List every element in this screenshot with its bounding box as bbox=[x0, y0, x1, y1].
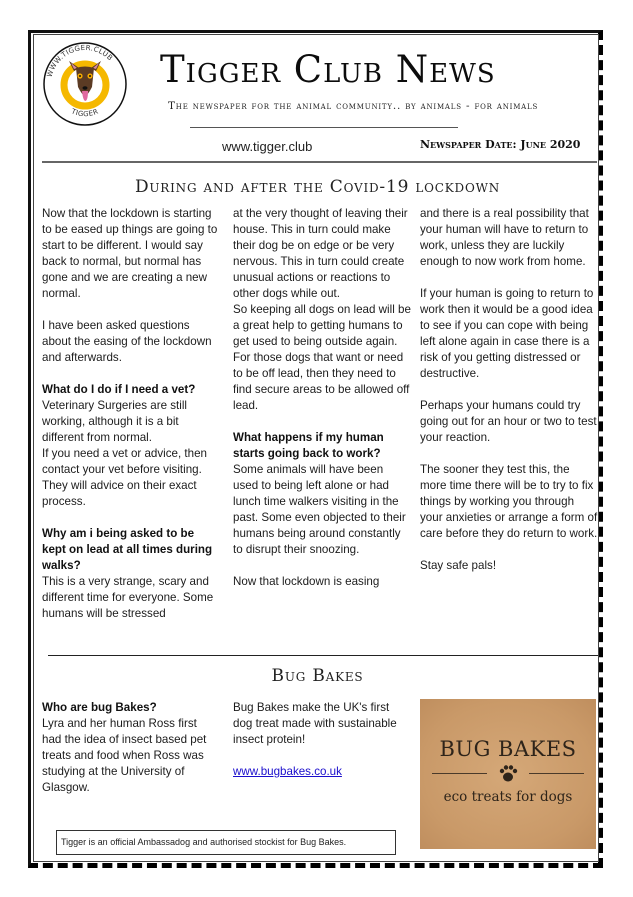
article-heading: During and after the Covid-19 lockdown bbox=[134, 177, 501, 197]
bug-bakes-ad-image bbox=[420, 699, 596, 849]
paragraph: I have been asked questions about the easing of the lockdown and afterwards. bbox=[42, 319, 212, 364]
section-divider bbox=[48, 655, 598, 656]
paragraph: Now that lockdown is easing bbox=[233, 575, 380, 588]
newspaper-date bbox=[420, 138, 580, 151]
question-heading bbox=[233, 430, 411, 462]
date-value: June 2020 bbox=[520, 138, 581, 151]
question-heading bbox=[42, 700, 217, 716]
ad-divider-left bbox=[432, 773, 487, 774]
paragraph: Perhaps your humans could try going out for an hour or two to test your reaction. bbox=[420, 399, 597, 444]
tigger-club-logo bbox=[42, 41, 128, 127]
paragraph: If you need a vet or advice, then contact your vet before visiting. They will advice on their exact process. bbox=[42, 447, 207, 508]
paragraph: Now that the lockdown is starting to be eased up things are going to start to be different. I would say back to normal, but normal has gone and we are creating a new normal. bbox=[42, 207, 218, 300]
newspaper-title: Tigger Club News bbox=[160, 48, 496, 91]
question-text: What happens if my human starts going back to work? bbox=[233, 431, 384, 460]
bug-bakes-column-2 bbox=[233, 700, 408, 780]
article-column-3 bbox=[420, 206, 598, 574]
paragraph: If your human is going to return to work then it would be a good idea to see if you can cope with being left alone again in case there is a risk of you getting distressed or destructive. bbox=[420, 287, 594, 380]
ad-title: BUG BAKES bbox=[439, 737, 577, 761]
ad-divider-right bbox=[529, 773, 584, 774]
article-column-2 bbox=[233, 206, 411, 590]
paragraph: Some animals will have been used to being left alone or had lunch time walkers visiting in the past. Some even objected to their humans being around constantly to disrupt their snoozing. bbox=[233, 463, 406, 556]
date-label: Newspaper Date: bbox=[420, 138, 517, 151]
paragraph: Lyra and her human Ross first had the idea of insect based pet treats and food when Ross was studying at the University of Glasgow. bbox=[42, 717, 207, 794]
paragraph: and there is a real possibility that your human will have to return to work, unless they are luckily enough to now work from home. bbox=[420, 207, 589, 268]
logo-ring-text-bottom: TIGGER bbox=[70, 107, 100, 119]
logo-ring-text-top: WWW.TIGGER.CLUB bbox=[45, 43, 115, 79]
tagline: The newspaper for the animal community.. by animals - for animals bbox=[168, 100, 539, 112]
ad-subtitle: eco treats for dogs bbox=[443, 789, 573, 805]
site-url[interactable]: www.tigger.club bbox=[222, 139, 313, 154]
question-heading bbox=[42, 382, 220, 398]
paragraph: So keeping all dogs on lead will be a great help to getting humans to get used to being outside again. For those dogs that want or need to be off lead, then they need to find secure areas to be allowed off lead. bbox=[233, 303, 411, 412]
paragraph: at the very thought of leaving their house. This in turn could make their dog be on edge or be very nervous. This in turn could create unusual actions or reactions to other dogs while out. bbox=[233, 207, 408, 300]
paragraph: Bug Bakes make the UK's first dog treat made with sustainable insect protein! bbox=[233, 701, 397, 746]
question-text: What do I do if I need a vet? bbox=[42, 383, 196, 396]
ambassador-notice: Tigger is an official Ambassadog and authorised stockist for Bug Bakes. bbox=[56, 830, 396, 855]
question-text: Who are bug Bakes? bbox=[42, 701, 157, 714]
sign-off: Stay safe pals! bbox=[420, 559, 497, 572]
paw-print-icon bbox=[497, 762, 519, 784]
bug-bakes-column-1 bbox=[42, 700, 217, 796]
paragraph: This is a very strange, scary and different time for everyone. Some humans will be stressed bbox=[42, 575, 214, 620]
question-heading bbox=[42, 526, 220, 574]
paragraph: Veterinary Surgeries are still working, although it is a bit different from normal. bbox=[42, 399, 187, 444]
title-divider bbox=[190, 127, 458, 128]
paragraph: The sooner they test this, the more time there will be to try to fix things by working you through your anxieties or arrange a form of care before they do return to work. bbox=[420, 463, 598, 540]
header-divider bbox=[42, 161, 597, 163]
logo-badge bbox=[42, 41, 128, 127]
article-column-1 bbox=[42, 206, 220, 622]
question-text: Why am i being asked to be kept on lead at all times during walks? bbox=[42, 527, 213, 572]
bug-bakes-link[interactable]: www.bugbakes.co.uk bbox=[233, 765, 342, 778]
bug-bakes-heading: Bug Bakes bbox=[271, 666, 364, 686]
